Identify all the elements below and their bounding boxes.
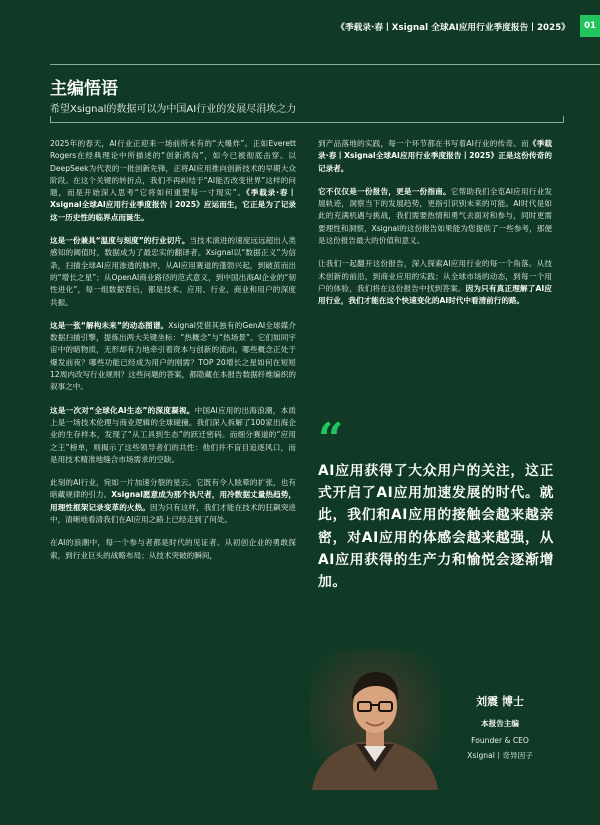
section-title: 主编悟语 (50, 79, 118, 99)
page-number-badge: 01 (580, 15, 600, 37)
paragraph-witness: 在AI的浪潮中，每一个参与者都是时代的见证者。从初创企业的勇敢探索，到行业巨头的战略布局；从技术突破的瞬间， (50, 538, 296, 560)
paragraph-legend: 到产品落地的实践，每一个环节都在书写着AI行业的传奇。而《季载录·春丨Xsignal全球AI应用行业季度报告丨2025》正是这份传奇的记录者。 (318, 139, 552, 173)
section-subtitle: 希望Xsignal的数据可以为中国AI行业的发展尽涓埃之力 (50, 104, 297, 115)
author-title: Founder & CEO (471, 736, 529, 745)
report-header-title: 《季载录·春丨Xsignal 全球AI应用行业季度报告丨2025》 (336, 23, 570, 33)
quote-mark-icon: “ (318, 414, 344, 465)
left-column (50, 138, 296, 573)
author-portrait (310, 650, 440, 790)
header-divider (50, 64, 600, 65)
paragraph-global-ecosystem: 这是一次对“全球化AI生态”的深度凝视。中国AI应用的出海浪潮，本质上是一场技术伦理与商业逻辑的全球碰撞。我们深入拆解了100家出海企业的生存样本，发现了“从工具到生态”的跃迁密码。而细分赛道的“应用之王”榜单，则揭示了这些领导者们的共性：他们并不盲目追逐风口，而是用技术精准地缝合市场需求的空缺。 (50, 405, 297, 464)
paragraph-industry-slice: 这是一份兼具“温度与刻度”的行业切片。当技术演进的速度远远超出人类感知的阈值时，数据成为了最忠实的翻译者。Xsignal以“数据正义”为信条，扫描全球AI应用渗透的脉冲，从AI应用赛道的蓬勃兴起，到破茧而出的“增长之星”；从OpenAI商业路径的范式意义，到中国出海AI企业的“韧性进化”，每一组数据背后，都是技术、应用、行业、商业和用户的深度共振。 (50, 236, 296, 307)
author-name: 刘震 博士 (476, 695, 524, 708)
title-frame (50, 116, 564, 123)
pull-quote: AI应用获得了大众用户的关注，这正式开启了AI应用加速发展的时代。就此，我们和AI应用的接触会越来越亲密，对AI应用的体感会越来越强，从AI应用获得的生产力和愉悦会逐渐增加。 (318, 463, 554, 591)
paragraph-explore: 让我们一起翻开这份报告，深入探索AI应用行业的每一个角落。从技术创新的前沿，到商业应用的实践；从全球市场的动态，到每一个用户的体验，我们将在这份报告中找到答案。因为只有真正理解了AI应用行业，我们才能在这个快速变化的AI时代中看清前行的路。 (318, 259, 552, 306)
paragraph-intro: 2025年的春天，AI行业正迎来一场前所未有的“大爆炸”。正如Everett Rogers在经典理论中所描述的“创新鸿沟”，如今已被彻底击穿。以DeepSeek为代表的一批创新先锋，正将AI应用推向创新技术的早期大众阶段。在这个关键的转折点，我们不再纠结于“AI能否改变世界”这样的问题，而是开始深入思考“它将如何重塑每一寸现实”。《季载录·春丨Xsignal全球AI应用行业季度报告丨2025》应运而生，它正是为了记录这一历史性的临界点而诞生。 (50, 139, 296, 222)
paragraph-dynamic-map: 这是一张“解构未来”的动态图谱。Xsignal凭借其独有的GenAI全球媒介数据扫描引擎，提炼出两大关键坐标：“热概念”与“热场景”。它们如同宇宙中的暗物质，无形却有力地牵引着资本与创新的流向。哪些概念正处于爆发前夜？哪些功能已经成为用户的刚需？TOP 20增长之星如何在短短12周内改写行业规则？这些问题的答案，都隐藏在本报告数据纤维编织的叙事之中。 (50, 320, 296, 392)
author-role: 本报告主编 (481, 719, 519, 728)
right-column (318, 138, 552, 319)
author-portrait-illustration (310, 650, 440, 790)
paragraph-guide: 它不仅仅是一份报告，更是一份指南。它帮助我们全览AI应用行业发展轨迹，洞察当下的发展趋势，更指引识别未来的可能。AI时代是如此的充满机遇与挑战，我们需要热情和勇气去面对和参与，同时更需要理性和洞察，Xsignal的这份报告如果能为您提供了一些参考，那便是这份报告最大的价值和意义。 (318, 186, 552, 246)
author-organization: Xsignal丨奇异因子 (467, 751, 533, 760)
paragraph-nebula: 此刻的AI行业，宛如一片加速分裂的星云。它既有令人眩晕的扩张，也有暗藏规律的引力。Xsignal愿意成为那个执尺者，用冷数据丈量热趋势，用理性框架记录变革的火热。因为只有这样，我们才能在技术的狂飙突进中，清晰地看清我们在AI应用之路上已经走到了何处。 (50, 478, 297, 525)
